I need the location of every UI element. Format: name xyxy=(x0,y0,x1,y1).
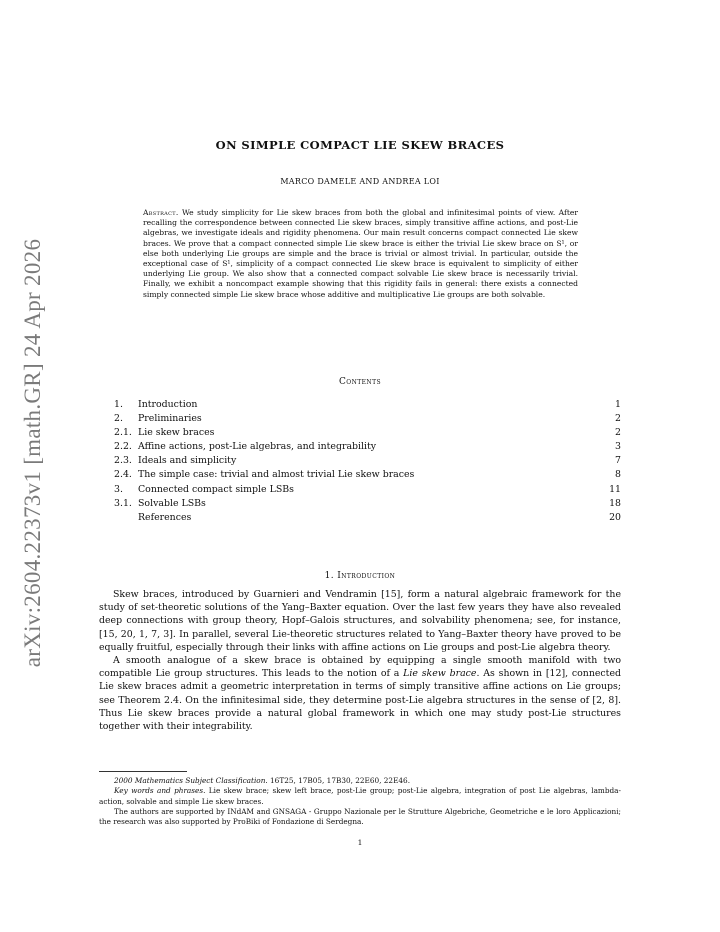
toc-entry[interactable] xyxy=(114,412,621,426)
page-number: 1 xyxy=(357,838,363,847)
toc-entry-page: 7 xyxy=(615,455,621,467)
contents-heading: Contents xyxy=(339,377,381,387)
toc-entry-title: References xyxy=(138,511,192,523)
toc-entry-page: 8 xyxy=(615,469,621,481)
paragraph: Skew braces, introduced by Guarnieri and Vendramin [15], form a natural algebraic framework for the study of set-theoretic solutions of the Yang–Baxter equation. Over the last few years they have also revealed deep connections with group theory, Hopf–Galois structures, and solvability phenomena; see, for instance, [15, 20, 1, 7, 3]. In parallel, several Lie-theoretic structures related to Yang–Baxter theory have proved to be equally fruitful, especially through their links with affine actions on Lie groups and post-Lie algebra theory. xyxy=(99,589,621,653)
section-heading-introduction: 1. Introduction xyxy=(324,571,396,581)
paper-title: ON SIMPLE COMPACT LIE SKEW BRACES xyxy=(215,138,505,152)
toc-entry-title: 2. Preliminaries xyxy=(114,413,202,425)
toc-entry-page: 11 xyxy=(609,483,621,495)
toc-entry-page: 20 xyxy=(609,511,621,523)
toc-entry-title: 2.3. Ideals and simplicity xyxy=(114,455,237,467)
toc-entry-page: 1 xyxy=(615,399,621,410)
arxiv-identifier-text: arXiv:2604.22373v1 [math.GR] 24 Apr 2026 xyxy=(20,238,45,667)
toc-entry[interactable] xyxy=(114,440,621,454)
toc-entry[interactable] xyxy=(114,398,621,412)
footnote-support: The authors are supported by INdAM and GNSAGA - Gruppo Nazionale per le Strutture Algebriche, Geometriche e le loro Applicazioni; the research was also supported by ProBiki of Fondazione di Serdegna. xyxy=(99,806,621,827)
abstract-label: Abstract. xyxy=(143,208,179,217)
footnote-msc: 2000 Mathematics Subject Classification. 16T25, 17B05, 17B30, 22E60, 22E46. xyxy=(114,776,411,785)
toc-entry-title: 2.2. Affine actions, post-Lie algebras, and integrability xyxy=(114,441,377,453)
abstract xyxy=(143,208,578,300)
toc-entry-title: 1. Introduction xyxy=(114,399,198,410)
toc-entry[interactable] xyxy=(114,426,621,440)
arxiv-identifier xyxy=(14,238,52,667)
toc-entry[interactable] xyxy=(114,511,621,525)
introduction-body xyxy=(99,588,621,733)
toc-entry-title: 2.1. Lie skew braces xyxy=(114,427,215,439)
toc-entry-title: 2.4. The simple case: trivial and almost trivial Lie skew braces xyxy=(114,469,415,481)
toc-entry-title: 3.1. Solvable LSBs xyxy=(114,497,206,509)
toc-entry-page: 2 xyxy=(615,427,621,439)
footnote-rule xyxy=(99,771,187,772)
toc-entry-page: 18 xyxy=(609,497,621,509)
abstract-text: We study simplicity for Lie skew braces from both the global and infinitesimal points of view. After recalling the correspondence between connected Lie skew braces, simply transitive affine actions, and post-Lie algebras, we investigate ideals and rigidity phenomena. Our main result concerns compact connected Lie skew braces. We prove that a compact connected simple Lie skew brace is either the trivial Lie skew brace on S¹, or else both underlying Lie groups are simple and the brace is trivial or almost trivial. In particular, outside the exceptional case of S¹, simplicity of a compact connected Lie skew brace is equivalent to simplicity of either underlying Lie group. We also show that a connected compact solvable Lie skew brace is necessarily trivial. Finally, we exhibit a noncompact example showing that this rigidity fails in general: there exists a connected simply connected simple Lie skew brace whose additive and multiplicative Lie groups are both solvable. xyxy=(143,208,578,299)
footnotes xyxy=(99,776,621,827)
toc-entry-page: 3 xyxy=(615,441,621,453)
emphasis: Lie skew brace xyxy=(403,668,477,680)
toc-entry-title: 3. Connected compact simple LSBs xyxy=(114,483,294,495)
paper-authors: MARCO DAMELE AND ANDREA LOI xyxy=(280,177,440,186)
toc-entry[interactable] xyxy=(114,497,621,511)
footnote-keywords: Key words and phrases. Lie skew brace; skew left brace, post-Lie group; post-Lie algebra, integration of post Lie algebras, lambda-action, solvable and simple Lie skew braces. xyxy=(99,786,621,806)
paragraph: A smooth analogue of a skew brace is obtained by equipping a single smooth manifold with two compatible Lie group structures. This leads to the notion of a Lie skew brace. As shown in [12], connected Lie skew braces admit a geometric interpretation in terms of simply transitive affine actions on Lie groups; see Theorem 2.4. On the infinitesimal side, they determine post-Lie algebra structures in the sense of [2, 8]. Thus Lie skew braces provide a natural global framework in which one may study post-Lie structures together with their integrability. xyxy=(99,655,621,733)
toc-entry[interactable] xyxy=(114,454,621,468)
toc-entry[interactable] xyxy=(114,483,621,497)
table-of-contents xyxy=(114,398,621,525)
toc-entry[interactable] xyxy=(114,468,621,482)
toc-entry-page: 2 xyxy=(615,413,621,425)
